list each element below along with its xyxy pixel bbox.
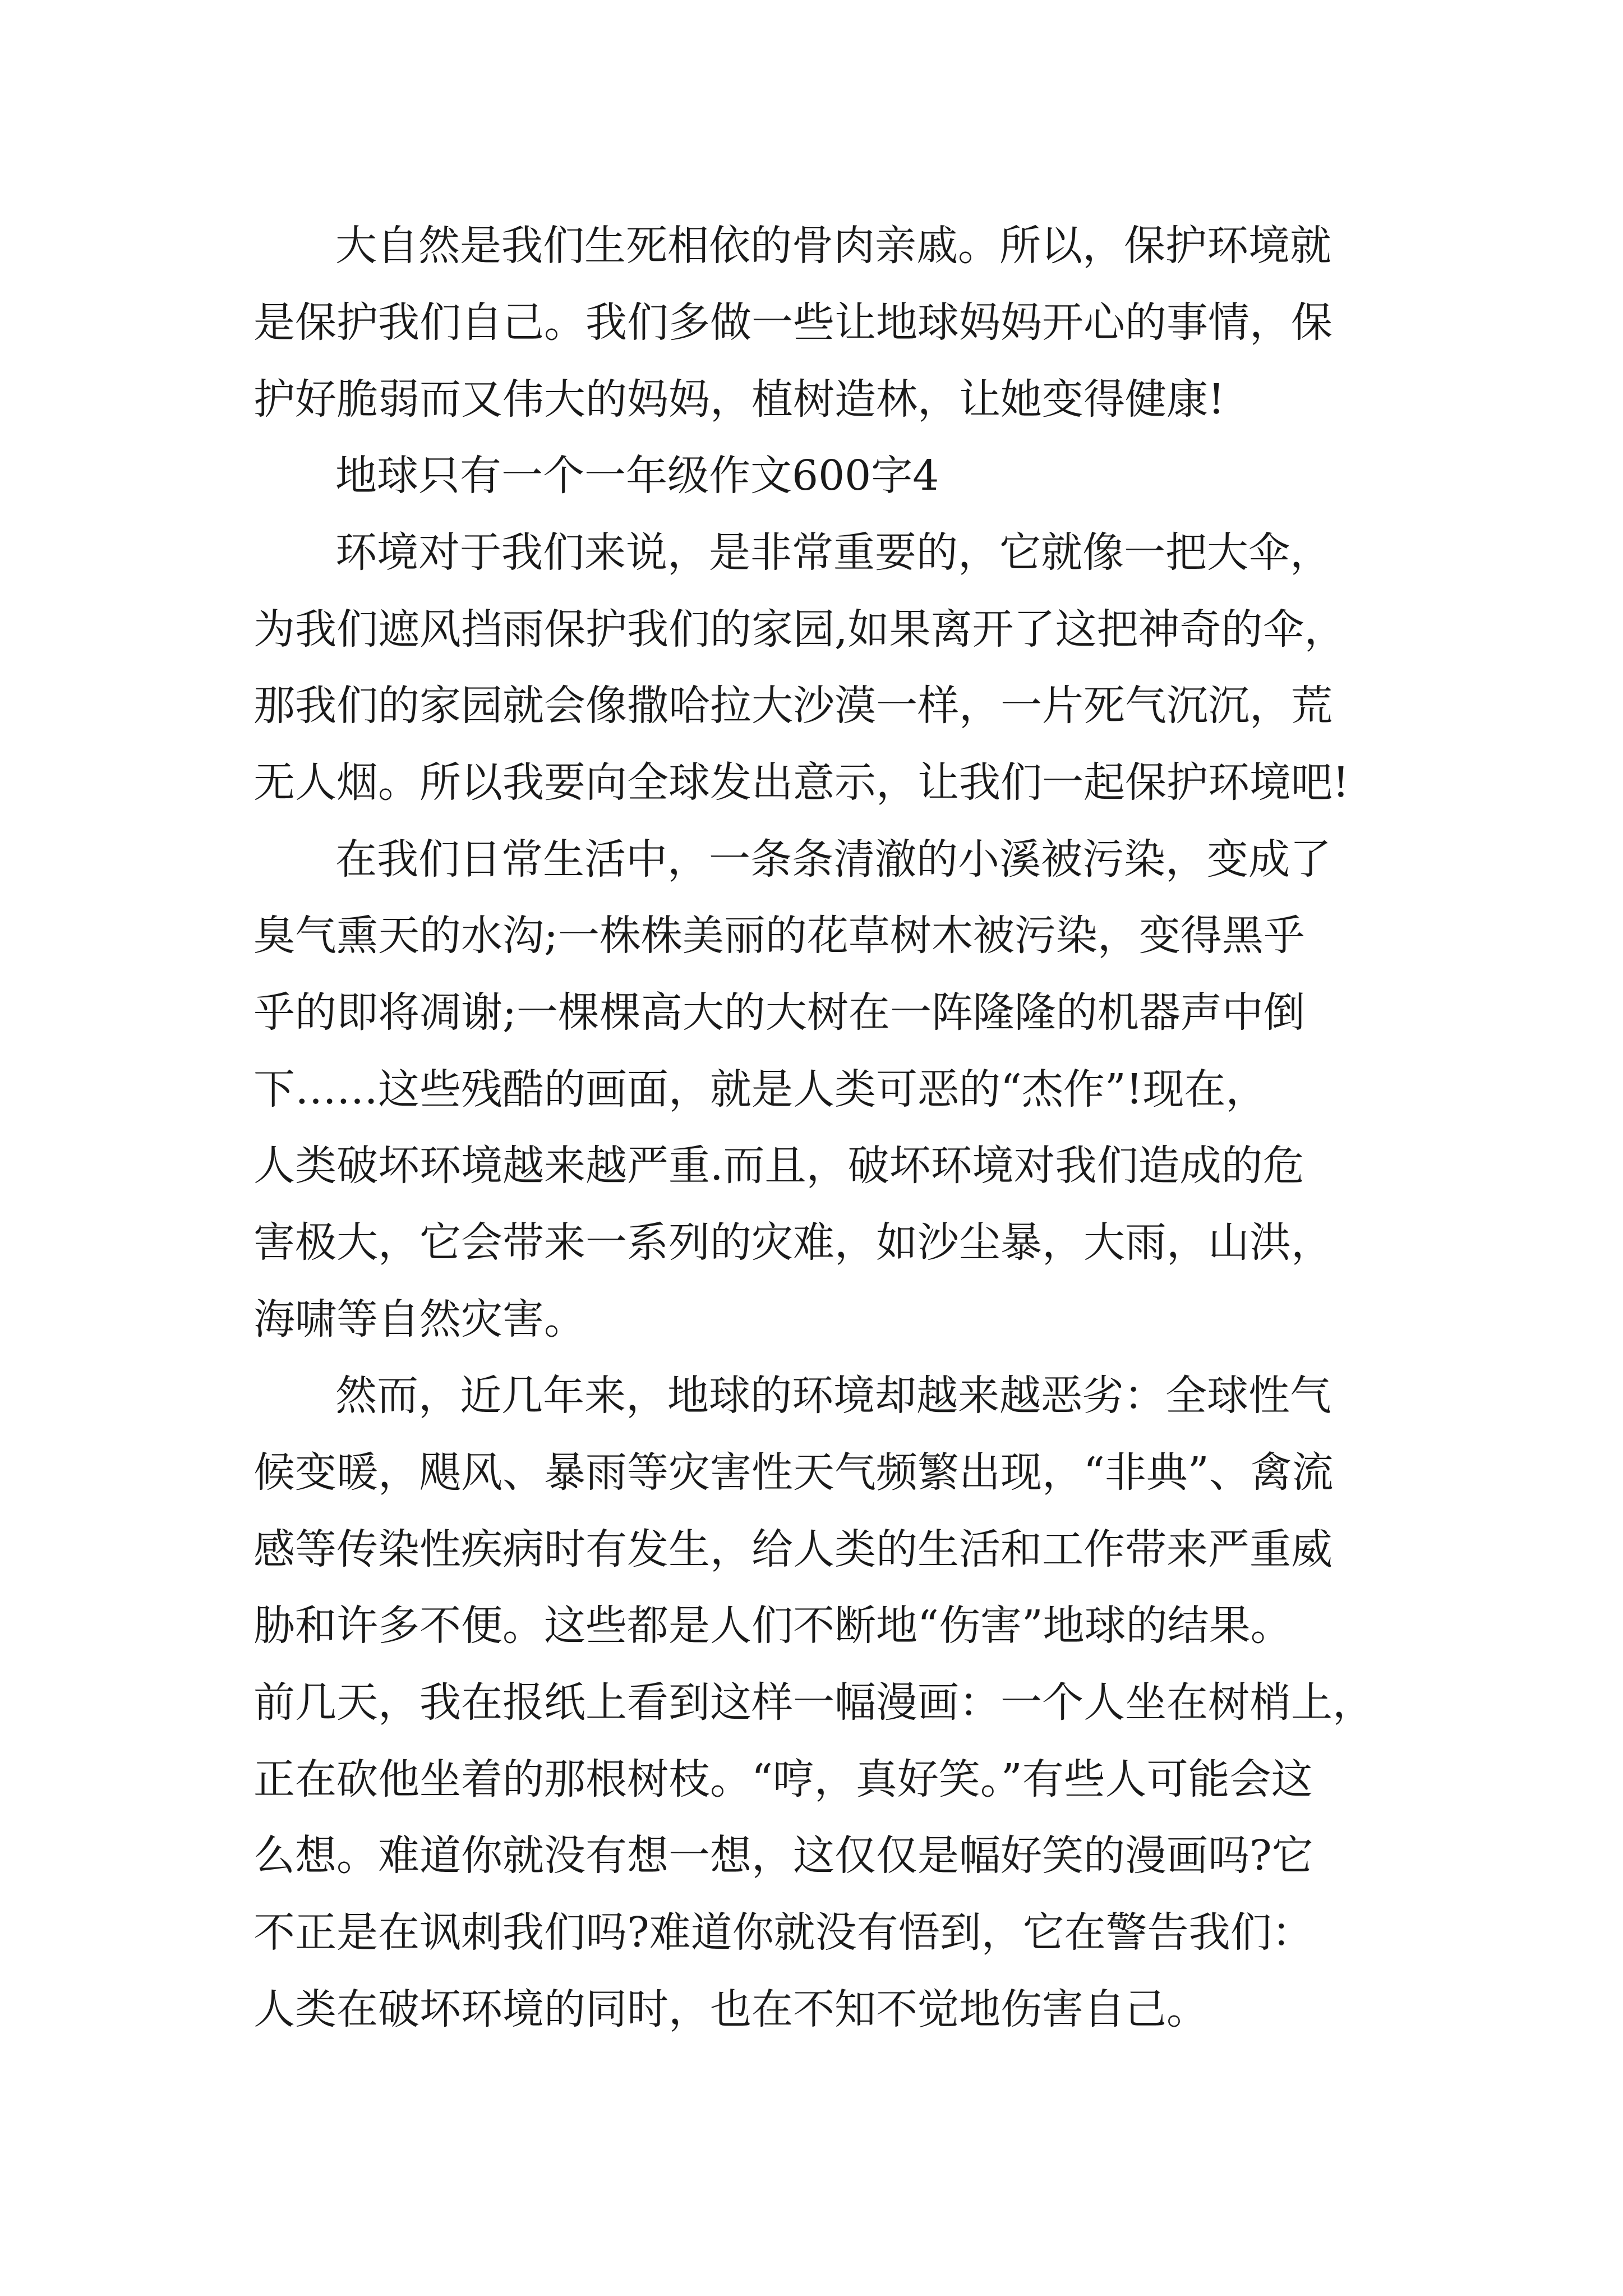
text-line: 然而，近几年来，地球的环境却越来越恶劣：全球性气 bbox=[335, 1372, 1331, 1420]
text-line: 胁和许多不便。这些都是人们不断地“伤害”地球的结果。 bbox=[253, 1602, 1292, 1650]
text-line: 人类破坏环境越来越严重.而且，破坏环境对我们造成的危 bbox=[253, 1142, 1304, 1190]
text-line: 前几天，我在报纸上看到这样一幅漫画：一个人坐在树梢上， bbox=[253, 1678, 1374, 1727]
text-line: 大自然是我们生死相依的骨肉亲戚。所以，保护环境就 bbox=[335, 222, 1331, 270]
text-line: 是保护我们自己。我们多做一些让地球妈妈开心的事情，保 bbox=[253, 298, 1332, 347]
text-line: 么想。难道你就没有想一想，这仅仅是幅好笑的漫画吗?它 bbox=[253, 1832, 1313, 1880]
text-line: 不正是在讽刺我们吗?难道你就没有悟到，它在警告我们： bbox=[253, 1908, 1313, 1957]
text-line: 在我们日常生活中，一条条清澈的小溪被污染，变成了 bbox=[335, 835, 1331, 884]
text-line: 害极大，它会带来一系列的灾难，如沙尘暴，大雨，山洪， bbox=[253, 1218, 1332, 1267]
text-line: 臭气熏天的水沟;一株株美丽的花草树木被污染，变得黑乎 bbox=[253, 912, 1305, 960]
text-line: 护好脆弱而又伟大的妈妈，植树造林，让她变得健康! bbox=[253, 375, 1225, 424]
text-line: 为我们遮风挡雨保护我们的家园,如果离开了这把神奇的伞， bbox=[253, 605, 1346, 654]
text-line: 乎的即将凋谢;一棵棵高大的大树在一阵隆隆的机器声中倒 bbox=[253, 988, 1305, 1037]
text-line: 人类在破坏环境的同时，也在不知不觉地伤害自己。 bbox=[253, 1985, 1208, 2033]
text-line: 下……这些残酷的画面，就是人类可恶的“杰作”!现在， bbox=[253, 1065, 1267, 1114]
text-line: 环境对于我们来说，是非常重要的，它就像一把大伞， bbox=[335, 528, 1331, 577]
text-line: 海啸等自然灾害。 bbox=[253, 1295, 585, 1343]
text-line: 感等传染性疾病时有发生，给人类的生活和工作带来严重威 bbox=[253, 1525, 1332, 1573]
section-heading: 地球只有一个一年级作文600字4 bbox=[335, 452, 939, 500]
text-line: 候变暖，飓风、暴雨等灾害性天气频繁出现，“非典”、禽流 bbox=[253, 1448, 1334, 1497]
text-line: 无人烟。所以我要向全球发出意示，让我们一起保护环境吧! bbox=[253, 758, 1349, 807]
text-line: 那我们的家园就会像撒哈拉大沙漠一样，一片死气沉沉，荒 bbox=[253, 682, 1332, 730]
text-line: 正在砍他坐着的那根树枝。“哼，真好笑。”有些人可能会这 bbox=[253, 1755, 1313, 1803]
